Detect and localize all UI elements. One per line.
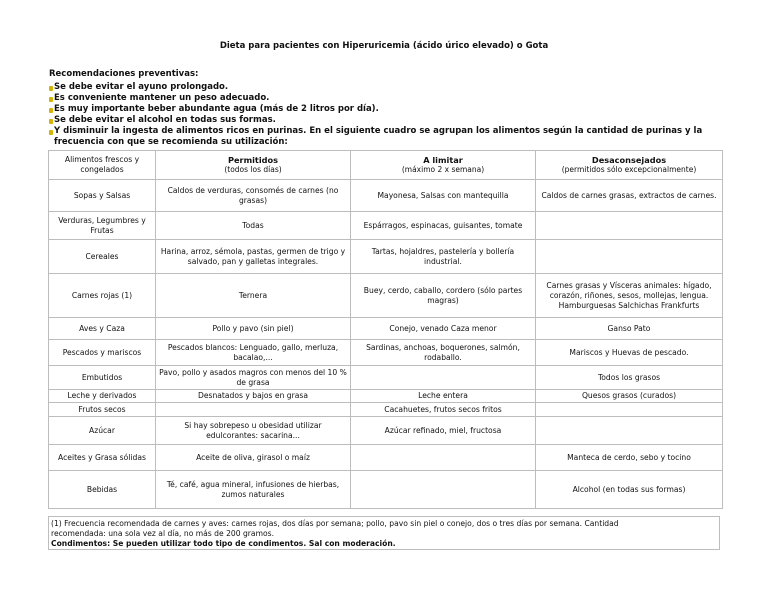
row-avoid: Carnes grasas y Vísceras animales: hígado, corazón, riñones, sesos, mollejas, lengua. Hamburguesas Salchichas Frankfurts — [536, 274, 723, 318]
row-allowed: Caldos de verduras, consomés de carnes (no grasas) — [156, 180, 351, 212]
row-category: Aves y Caza — [49, 318, 156, 340]
table-row — [49, 340, 723, 366]
row-limit: Azúcar refinado, miel, fructosa — [351, 417, 536, 445]
header-limit: A limitar (máximo 2 x semana) — [351, 151, 536, 180]
table-row — [49, 471, 723, 509]
table-header-row — [49, 151, 723, 180]
footnote-line-1: (1) Frecuencia recomendada de carnes y aves: carnes rojas, dos días por semana; pollo, pavo sin piel o conejo, dos o tres días por semana. Cantidad — [51, 519, 619, 528]
recommendations — [49, 69, 739, 148]
table-row — [49, 180, 723, 212]
row-allowed: Pollo y pavo (sin piel) — [156, 318, 351, 340]
document-title: Dieta para pacientes con Hiperuricemia (ácido úrico elevado) o Gota — [219, 41, 549, 51]
row-allowed: Harina, arroz, sémola, pastas, germen de trigo y salvado, pan y galletas integrales. — [156, 240, 351, 274]
row-category: Bebidas — [49, 471, 156, 509]
row-category: Azúcar — [49, 417, 156, 445]
recommendation-item: Y disminuir la ingesta de alimentos ricos en purinas. En el siguiente cuadro se agrupan los alimentos según la cantidad de purinas y la — [49, 126, 739, 137]
row-avoid: Ganso Pato — [536, 318, 723, 340]
recommendations-heading: Recomendaciones preventivas: — [49, 69, 199, 79]
row-category: Aceites y Grasa sólidas — [49, 445, 156, 471]
recommendation-item: Se debe evitar el ayuno prolongado. — [49, 82, 739, 93]
row-avoid: Quesos grasos (curados) — [536, 390, 723, 403]
row-limit — [351, 445, 536, 471]
row-limit: Tartas, hojaldres, pastelería y bollería industrial. — [351, 240, 536, 274]
row-avoid: Mariscos y Huevas de pescado. — [536, 340, 723, 366]
row-allowed: Pescados blancos: Lenguado, gallo, merluza, bacalao,... — [156, 340, 351, 366]
row-limit: Leche entera — [351, 390, 536, 403]
row-category: Carnes rojas (1) — [49, 274, 156, 318]
table-row — [49, 318, 723, 340]
bullet-icon — [49, 130, 53, 135]
row-allowed: Pavo, pollo y asados magros con menos del 10 % de grasa — [156, 366, 351, 390]
header-allowed: Permitidos (todos los días) — [156, 151, 351, 180]
row-allowed — [156, 403, 351, 417]
row-allowed: Si hay sobrepeso u obesidad utilizar edulcorantes: sacarina... — [156, 417, 351, 445]
table-row — [49, 445, 723, 471]
row-avoid — [536, 417, 723, 445]
row-category: Verduras, Legumbres y Frutas — [49, 212, 156, 240]
row-limit — [351, 471, 536, 509]
header-category: Alimentos frescos y congelados — [49, 151, 156, 180]
recommendation-item: Se debe evitar el alcohol en todas sus formas. — [49, 115, 739, 126]
row-category: Embutidos — [49, 366, 156, 390]
row-allowed: Aceite de oliva, girasol o maíz — [156, 445, 351, 471]
row-allowed: Desnatados y bajos en grasa — [156, 390, 351, 403]
table-row — [49, 366, 723, 390]
row-limit — [351, 366, 536, 390]
row-limit: Sardinas, anchoas, boquerones, salmón, rodaballo. — [351, 340, 536, 366]
bullet-icon — [49, 97, 53, 102]
table-row — [49, 417, 723, 445]
recommendation-item: Es conveniente mantener un peso adecuado. — [49, 93, 739, 104]
row-avoid — [536, 212, 723, 240]
row-limit: Espárragos, espinacas, guisantes, tomate — [351, 212, 536, 240]
row-allowed: Ternera — [156, 274, 351, 318]
row-category: Pescados y mariscos — [49, 340, 156, 366]
bullet-icon — [49, 86, 53, 91]
row-limit: Mayonesa, Salsas con mantequilla — [351, 180, 536, 212]
row-limit: Buey, cerdo, caballo, cordero (sólo partes magras) — [351, 274, 536, 318]
row-avoid: Manteca de cerdo, sebo y tocino — [536, 445, 723, 471]
row-avoid: Todos los grasos — [536, 366, 723, 390]
row-category: Cereales — [49, 240, 156, 274]
recommendation-item: Es muy importante beber abundante agua (más de 2 litros por día). — [49, 104, 739, 115]
row-category: Frutos secos — [49, 403, 156, 417]
footnote-line-2: recomendada: una sola vez al día, no más de 200 gramos. — [51, 529, 274, 538]
table-row — [49, 240, 723, 274]
table-row — [49, 212, 723, 240]
diet-table — [48, 150, 723, 509]
row-avoid — [536, 240, 723, 274]
footnote — [48, 516, 720, 550]
table-row — [49, 274, 723, 318]
bullet-icon — [49, 108, 53, 113]
row-category: Leche y derivados — [49, 390, 156, 403]
row-allowed: Todas — [156, 212, 351, 240]
table-row — [49, 390, 723, 403]
row-allowed: Té, café, agua mineral, infusiones de hierbas, zumos naturales — [156, 471, 351, 509]
row-avoid: Caldos de carnes grasas, extractos de carnes. — [536, 180, 723, 212]
row-avoid — [536, 403, 723, 417]
condiments-note: Condimentos: Se pueden utilizar todo tipo de condimentos. Sal con moderación. — [51, 539, 396, 548]
table-row — [49, 403, 723, 417]
row-limit: Cacahuetes, frutos secos fritos — [351, 403, 536, 417]
bullet-icon — [49, 119, 53, 124]
row-avoid: Alcohol (en todas sus formas) — [536, 471, 723, 509]
header-avoid: Desaconsejados (permitidos sólo excepcionalmente) — [536, 151, 723, 180]
recommendation-item-continued: frecuencia con que se recomienda su utilización: — [54, 137, 288, 147]
row-category: Sopas y Salsas — [49, 180, 156, 212]
row-limit: Conejo, venado Caza menor — [351, 318, 536, 340]
